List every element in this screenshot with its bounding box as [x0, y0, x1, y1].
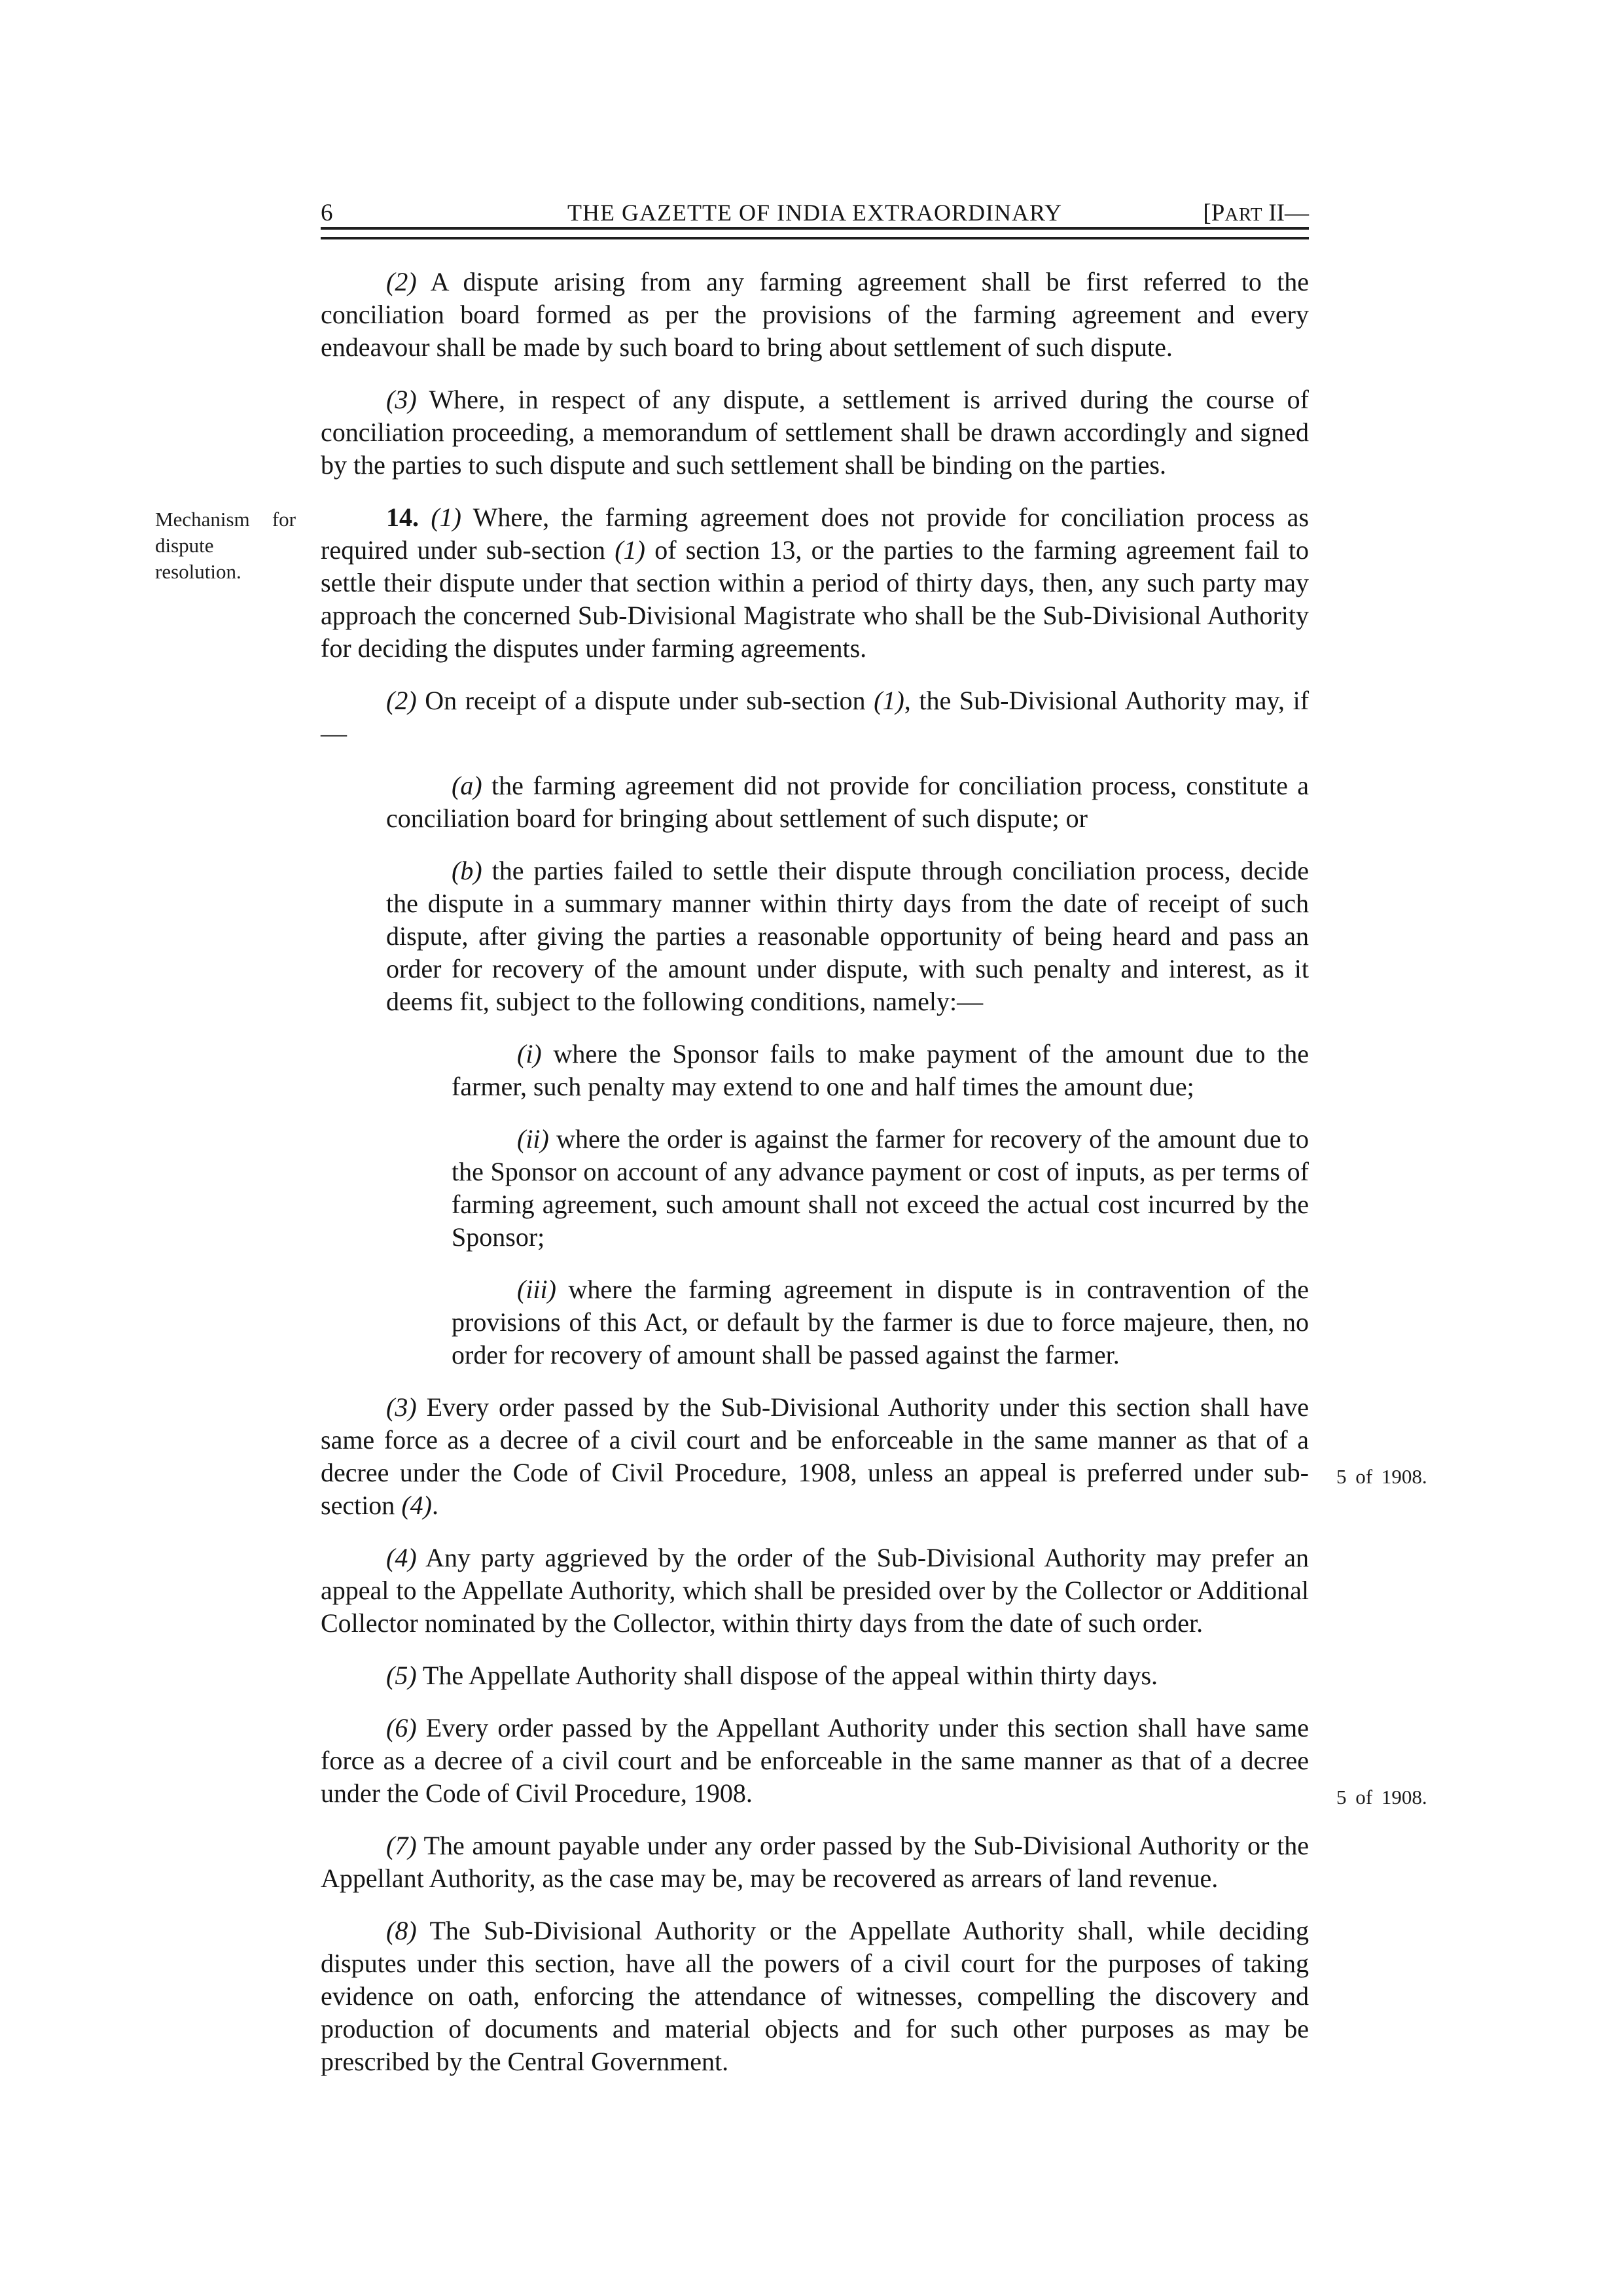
paragraph	[452, 1273, 1309, 1371]
text-run: the parties failed to settle their dispute through conciliation process, decide the dispute in a summary manner within thirty days from the date of receipt of such dispute, after giving the parties a reasonable opportunity of being heard and pass an order for recovery of the amount under dispute, with such penalty and interest, as it deems fit, subject to the following conditions, namely:—	[386, 856, 1309, 1016]
text-run: where the Sponsor fails to make payment of the amount due to the farmer, such penalty may extend to one and half times the amount due;	[452, 1039, 1309, 1101]
body	[155, 266, 1427, 2078]
right-margin-note: 5 of 1908.	[1336, 1786, 1427, 1809]
paragraph	[321, 1391, 1427, 1522]
right-margin-note: 5 of 1908.	[1336, 1465, 1427, 1488]
paragraph	[321, 1712, 1427, 1810]
text-run: (ii)	[517, 1124, 549, 1154]
text-run: (4)	[401, 1491, 432, 1520]
text-run: (iii)	[517, 1275, 556, 1304]
header-double-rule	[321, 227, 1309, 239]
text-run: A dispute arising from any farming agreement shall be first referred to the conciliation board formed as per the provisions of the farming agreement and every endeavour shall be made by such board to bring about settlement of such dispute.	[321, 267, 1309, 362]
text-run: (8)	[386, 1916, 417, 1945]
page-header	[321, 198, 1309, 227]
text-run: (2)	[386, 267, 417, 296]
text-run: (4)	[386, 1543, 417, 1572]
text-run: (5)	[386, 1661, 417, 1690]
text-run: .	[431, 1491, 438, 1520]
text-run: The Sub-Divisional Authority or the Appellate Authority shall, while deciding disputes under this section, have all the powers of a civil court for the purposes of taking evidence on oath, enforcing the attendance of witnesses, compelling the discovery and production of documents and material objects and for such other purposes as may be prescribed by the Central Government.	[321, 1916, 1309, 2076]
text-run: Every order passed by the Appellant Authority under this section shall have same force as a decree of a civil court and be enforceable in the same manner as that of a decree under the Code of Civil Procedure, 1908.	[321, 1713, 1309, 1808]
page-number: 6	[321, 200, 333, 226]
text-run: (a)	[452, 771, 482, 800]
paragraph	[321, 684, 1309, 750]
rule-line-bottom	[321, 237, 1309, 239]
paragraph	[155, 501, 1310, 665]
paragraph	[321, 1915, 1309, 2078]
text-run: 14.	[386, 503, 419, 532]
text-run: (3)	[386, 385, 417, 414]
text-run: The Appellate Authority shall dispose of the appeal within thirty days.	[416, 1661, 1158, 1690]
text-run: (7)	[386, 1831, 417, 1860]
text-run: (2)	[386, 686, 417, 715]
text-run: where the order is against the farmer for recovery of the amount due to the Sponsor on account of any advance payment or cost of inputs, as per terms of farming agreement, such amount shall not exceed the actual cost incurred by the Sponsor;	[452, 1124, 1309, 1252]
text-run: the farming agreement did not provide for conciliation process, constitute a conciliation board for bringing about settlement of such dispute; or	[386, 771, 1309, 833]
paragraph	[386, 769, 1309, 835]
paragraph	[321, 383, 1309, 482]
paragraph	[321, 1659, 1309, 1692]
part-label-prefix: [P	[1203, 200, 1225, 226]
paragraph	[452, 1123, 1309, 1254]
content-sheet	[155, 0, 1427, 2098]
left-margin-note: Mechanism for dispute resolution.	[155, 508, 296, 583]
part-label-suffix: II—	[1262, 200, 1309, 226]
text-run: On receipt of a dispute under sub-section	[416, 686, 874, 715]
text-run: of section 13, or the parties to the farming agreement fail to settle their dispute under that section within a period of thirty days, then, any such party may approach the concerned Sub-Divisional Magistrate who shall be the Sub-Divisional Authority for deciding the disputes under farming agreements.	[321, 535, 1309, 663]
text-run: (3)	[386, 1392, 417, 1422]
paragraph	[386, 855, 1309, 1018]
text-run: (1)	[431, 503, 461, 532]
text-run: (b)	[452, 856, 482, 885]
part-label	[1203, 199, 1309, 229]
text-run: Where, the farming agreement does not provide for conciliation process as required under sub-section	[321, 503, 1310, 565]
text-run: , the Sub-Divisional Authority may, if—	[321, 686, 1310, 748]
text-run: Any party aggrieved by the order of the Sub-Divisional Authority may prefer an appeal to the Appellate Authority, which shall be presided over by the Collector or Additional Collector nominated by the Collector, within thirty days from the date of such order.	[321, 1543, 1309, 1638]
text-run: (1)	[874, 686, 904, 715]
text-run: Every order passed by the Sub-Divisional Authority under this section shall have same force as a decree of a civil court and be enforceable in the same manner as that of a decree under the Code of Civil Procedure, 1908, unless an appeal is preferred under sub-section	[321, 1392, 1309, 1520]
rule-line-top	[321, 227, 1309, 230]
text-run: where the farming agreement in dispute is in contravention of the provisions of this Act, or default by the farmer is due to force majeure, then, no order for recovery of amount shall be passed against the farmer.	[452, 1275, 1309, 1369]
paragraph	[321, 266, 1309, 364]
text-run: (i)	[517, 1039, 542, 1069]
text-run: (1)	[615, 535, 645, 565]
text-run: The amount payable under any order passed by the Sub-Divisional Authority or the Appellant Authority, as the case may be, may be recovered as arrears of land revenue.	[321, 1831, 1309, 1893]
text-run: (6)	[386, 1713, 417, 1742]
text-run	[419, 503, 431, 532]
paragraph	[321, 1829, 1309, 1895]
text-run: Where, in respect of any dispute, a settlement is arrived during the course of conciliation proceeding, a memorandum of settlement shall be drawn accordingly and signed by the parties to such dispute and such settlement shall be binding on the parties.	[321, 385, 1309, 480]
page-title: THE GAZETTE OF INDIA EXTRAORDINARY	[567, 200, 1062, 226]
paragraph	[452, 1038, 1309, 1103]
part-label-smallcaps: ART	[1224, 204, 1263, 225]
paragraph	[321, 1542, 1309, 1640]
